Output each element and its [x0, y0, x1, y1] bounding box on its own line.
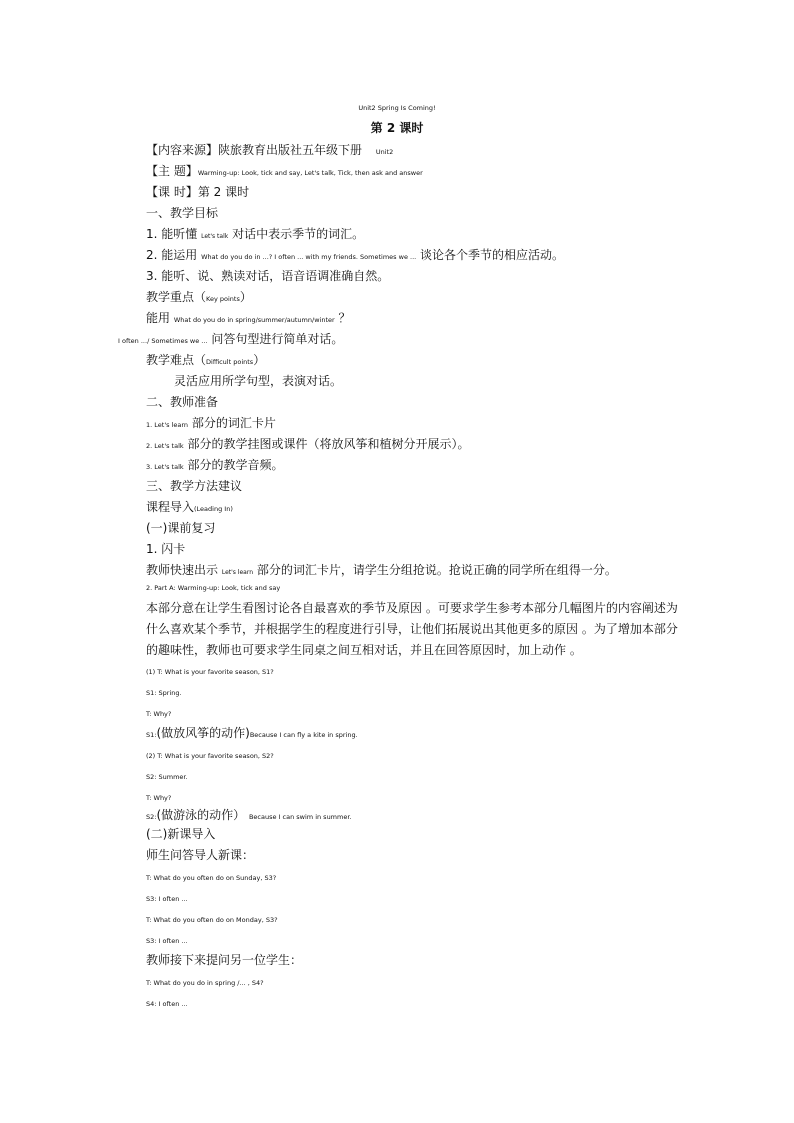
- intro-en: (Leading In): [194, 505, 233, 513]
- d8-cn: (做游泳的动作）: [156, 808, 246, 822]
- unit-title: Unit2 Spring Is Coming!: [358, 104, 436, 112]
- qa-intro: 师生问答导人新课：: [146, 848, 255, 862]
- methods-heading: 三、教学方法建议: [146, 479, 243, 493]
- key-line2-en: I often .../ Sometimes we ...: [118, 337, 208, 345]
- topic-value: Warming-up: Look, tick and say, Let's talk, Tick, then ask and answer: [197, 169, 423, 177]
- preparation-heading: 二、教师准备: [146, 395, 219, 409]
- objective-3: 3. 能听、说、熟读对话，语音语调准确自然。: [146, 269, 390, 283]
- prep-2-en: 2. Let's talk: [146, 442, 184, 450]
- part-a-heading: 2. Part A: Warming-up: Look, tick and say: [146, 584, 281, 592]
- preparation-2: [146, 436, 470, 454]
- dialog-line-5: (2) T: What is your favorite season, S2?: [146, 752, 274, 760]
- intro-line: [146, 499, 233, 517]
- topic-label: 【主 题】: [146, 164, 198, 178]
- question-3: T: What do you do in spring /... , S4?: [146, 979, 264, 987]
- question-2: T: What do you often do on Monday, S3?: [146, 916, 278, 924]
- dialog-line-6: S2: Summer.: [146, 773, 188, 781]
- flash-desc-en: Let's learn: [221, 569, 254, 576]
- new-lesson-heading: (二)新课导入: [146, 827, 216, 841]
- key-line1-q: ？: [338, 311, 351, 325]
- flash-desc-post: 部分的词汇卡片，请学生分组抢说。抢说正确的同学所在组得一分。: [256, 563, 617, 577]
- objective-1-text: 1. 能听懂: [146, 227, 198, 241]
- objective-1-en: Let's talk: [201, 233, 229, 240]
- prep-1-post: 部分的词汇卡片: [191, 416, 276, 430]
- key-label: 教学重点（: [146, 290, 207, 304]
- key-line1-en: What do you do in spring/summer/autumn/winter: [173, 316, 335, 324]
- objective-2-en: What do you do in ...? I often ... with my friends. Sometimes we ...: [201, 253, 417, 261]
- flash-heading: 1. 闪卡: [146, 542, 186, 556]
- source-label: 【内容来源】: [146, 143, 219, 157]
- answer-3: S4: I often ...: [146, 1000, 188, 1008]
- prep-3-post: 部分的教学音频。: [187, 458, 284, 472]
- objective-2-post: 谈论各个季节的相应活动。: [420, 248, 565, 262]
- objective-1: [146, 226, 364, 245]
- source-line: [146, 142, 393, 160]
- objectives-heading: 一、教学目标: [146, 206, 219, 220]
- objective-2: [146, 247, 564, 265]
- d8-pre: S2:: [146, 813, 157, 821]
- method-paragraph: [118, 598, 678, 661]
- diff-label-en: Difficult points: [206, 358, 254, 366]
- key-label-en: Key points: [206, 295, 240, 303]
- objective-2-text: 2. 能运用: [146, 248, 198, 262]
- diff-label-close: ）: [253, 353, 266, 367]
- dialog-line-8: [146, 807, 352, 825]
- paragraph-text: 本部分意在让学生看图讨论各自最喜欢的季节及原因 。可要求学生参考本部分几幅图片的内容阐述为什么喜欢某个季节，并根据学生的程度进行引导，让他们拓展说出其他更多的原因 。为了增加本部分的趣味性，教师也可要求学生同桌之间互相对话，并且在回答原因时，加上动作 。: [146, 601, 678, 657]
- flash-description: [146, 562, 617, 581]
- flash-desc-pre: 教师快速出示: [146, 563, 219, 577]
- dialog-line-3: T: Why?: [146, 710, 172, 718]
- source-unit: Unit2: [375, 148, 394, 156]
- answer-1: S3: I often ...: [146, 895, 188, 903]
- lesson-title: 第 2 课时: [370, 121, 424, 135]
- next-student: 教师接下来提问另一位学生：: [146, 953, 303, 967]
- d4-pre: S1:: [146, 731, 157, 739]
- source-value: 陕旅教育出版社五年级下册: [218, 143, 363, 157]
- d8-en: Because I can swim in summer.: [248, 813, 352, 821]
- dialog-line-4: [146, 725, 358, 743]
- topic-line: [146, 163, 423, 181]
- key-line1-pre: 能用: [146, 311, 171, 325]
- key-label-close: ）: [239, 290, 252, 304]
- key-point-line-1: [146, 310, 351, 328]
- question-1: T: What do you often do on Sunday, S3?: [146, 874, 277, 882]
- prep-2-post: 部分的教学挂图或课件（将放风筝和植树分开展示）。: [187, 437, 470, 451]
- key-point-line-2: [118, 331, 343, 349]
- intro-cn: 课程导入: [146, 500, 195, 514]
- period-value: 第 2 课时: [197, 185, 250, 199]
- d4-cn: (做放风筝的动作): [156, 726, 250, 740]
- preparation-3: [146, 457, 284, 475]
- diff-label: 教学难点（: [146, 353, 207, 367]
- dialog-line-7: T: Why?: [146, 794, 172, 802]
- prep-1-en: 1. Let's learn: [146, 421, 189, 429]
- objective-1-post: 对话中表示季节的词汇。: [232, 227, 365, 241]
- answer-2: S3: I often ...: [146, 937, 188, 945]
- key-line2-post: 问答句型进行简单对话。: [211, 332, 344, 346]
- dialog-line-1: (1) T: What is your favorite season, S1?: [146, 668, 274, 676]
- preparation-1: [146, 415, 276, 433]
- d4-en: Because I can fly a kite in spring.: [249, 731, 358, 739]
- difficult-points-label: [146, 352, 265, 370]
- dialog-line-2: S1: Spring.: [146, 689, 182, 697]
- key-points-label: [146, 289, 252, 307]
- period-line: [146, 184, 249, 200]
- difficult-point-line: 灵活应用所学句型，表演对话。: [174, 374, 343, 388]
- period-label: 【课 时】: [146, 185, 198, 199]
- prep-3-en: 3. Let's talk: [146, 463, 184, 471]
- review-heading: (一)课前复习: [146, 521, 216, 535]
